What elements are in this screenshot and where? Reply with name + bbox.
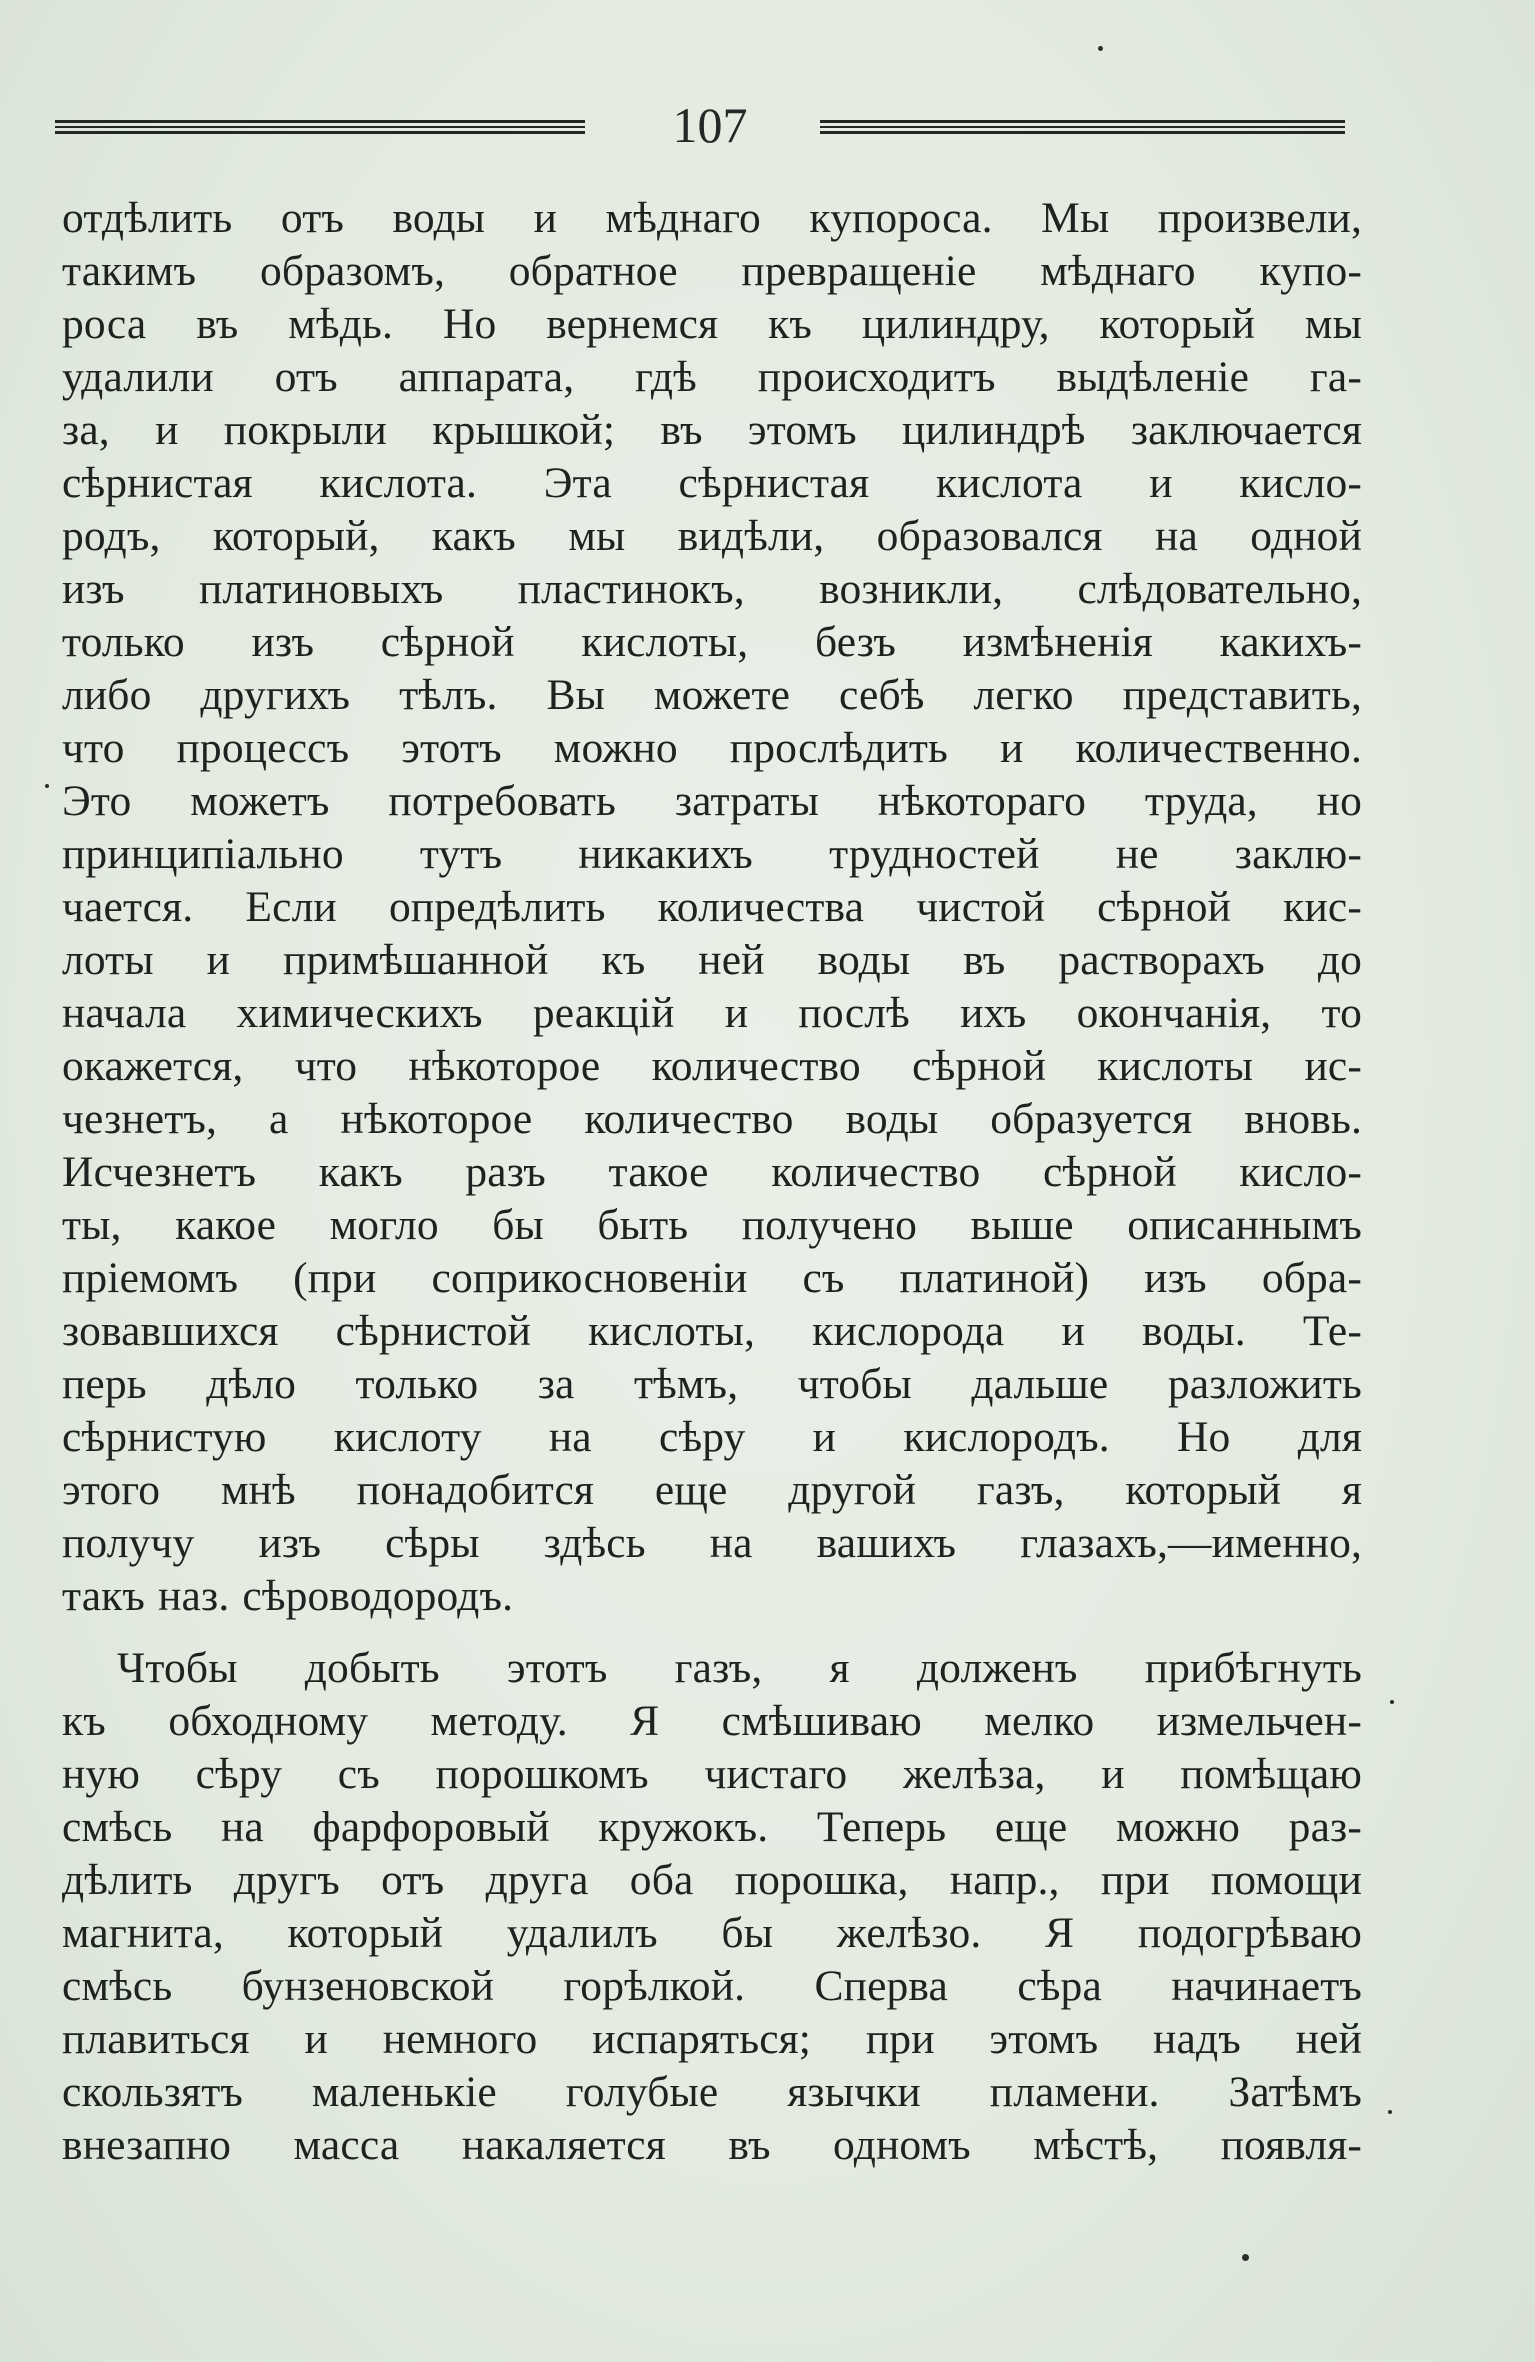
paragraph: [62, 192, 1362, 1623]
text-line: смѣсь бунзеновской горѣлкой. Сперва сѣра начинаетъ: [62, 1962, 1362, 2010]
text-line: за, и покрыли крышкой; въ этомъ цилиндрѣ заключается: [62, 406, 1362, 454]
text-line: лоты и примѣшанной къ ней воды въ растворахъ до: [62, 936, 1362, 984]
page-number: 107: [672, 97, 748, 153]
text-line: начала химическихъ реакцій и послѣ ихъ окончанія, то: [62, 989, 1362, 1037]
text-line: пріемомъ (при соприкосновеніи съ платиной) изъ обра-: [62, 1254, 1362, 1302]
text-line: перь дѣло только за тѣмъ, чтобы дальше разложить: [62, 1360, 1362, 1408]
text-line: внезапно масса накаляется въ одномъ мѣстѣ, появля-: [62, 2121, 1362, 2169]
text-line: родъ, который, какъ мы видѣли, образовался на одной: [62, 512, 1362, 560]
text-line: скользятъ маленькіе голубые язычки пламени. Затѣмъ: [62, 2068, 1362, 2116]
text-line: къ обходному методу. Я смѣшиваю мелко измельчен-: [62, 1697, 1362, 1745]
text-line: этого мнѣ понадобится еще другой газъ, который я: [62, 1466, 1362, 1514]
text-line: получу изъ сѣры здѣсь на вашихъ глазахъ,—именно,: [62, 1519, 1362, 1567]
print-speck: [1388, 2110, 1392, 2114]
print-speck: [45, 784, 49, 788]
header-rule-right: [820, 120, 1345, 134]
page-header: [55, 95, 1345, 155]
text-line: плавиться и немного испаряться; при этомъ надъ ней: [62, 2015, 1362, 2063]
text-line: смѣсь на фарфоровый кружокъ. Теперь еще можно раз-: [62, 1803, 1362, 1851]
text-line: такимъ образомъ, обратное превращеніе мѣднаго купо-: [62, 247, 1362, 295]
text-line: удалили отъ аппарата, гдѣ происходитъ выдѣленіе га-: [62, 353, 1362, 401]
text-line: чается. Если опредѣлить количества чистой сѣрной кис-: [62, 883, 1362, 931]
text-line: ты, какое могло бы быть получено выше описаннымъ: [62, 1201, 1362, 1249]
text-line: принципіально тутъ никакихъ трудностей не заклю-: [62, 830, 1362, 878]
text-line: отдѣлить отъ воды и мѣднаго купороса. Мы произвели,: [62, 194, 1362, 242]
header-rule-left: [55, 120, 585, 134]
text-line: зовавшихся сѣрнистой кислоты, кислорода и воды. Те-: [62, 1307, 1362, 1355]
text-line: сѣрнистую кислоту на сѣру и кислородъ. Но для: [62, 1413, 1362, 1461]
text-line: только изъ сѣрной кислоты, безъ измѣненія какихъ-: [62, 618, 1362, 666]
text-line: такъ наз. сѣроводородъ.: [62, 1572, 514, 1620]
text-line: окажется, что нѣкоторое количество сѣрной кислоты ис-: [62, 1042, 1362, 1090]
text-line: Чтобы добыть этотъ газъ, я долженъ прибѣгнуть: [117, 1644, 1362, 1692]
text-line: Это можетъ потребовать затраты нѣкотораго труда, но: [62, 777, 1362, 825]
body-text: [62, 192, 1362, 2172]
text-line: чезнетъ, а нѣкоторое количество воды образуется вновь.: [62, 1095, 1362, 1143]
text-line: сѣрнистая кислота. Эта сѣрнистая кислота и кисло-: [62, 459, 1362, 507]
text-line: роса въ мѣдь. Но вернемся къ цилиндру, который мы: [62, 300, 1362, 348]
text-line: дѣлить другъ отъ друга оба порошка, напр., при помощи: [62, 1856, 1362, 1904]
print-speck: [1242, 2254, 1249, 2261]
text-line: что процессъ этотъ можно прослѣдить и количественно.: [62, 724, 1362, 772]
text-line: либо другихъ тѣлъ. Вы можете себѣ легко представить,: [62, 671, 1362, 719]
print-speck: [1098, 46, 1103, 51]
text-line: магнита, который удалилъ бы желѣзо. Я подогрѣваю: [62, 1909, 1362, 1957]
text-line: ную сѣру съ порошкомъ чистаго желѣза, и помѣщаю: [62, 1750, 1362, 1798]
print-speck: [1390, 1700, 1394, 1704]
paragraph: [62, 1642, 1362, 2172]
text-line: Исчезнетъ какъ разъ такое количество сѣрной кисло-: [62, 1148, 1362, 1196]
text-line: изъ платиновыхъ пластинокъ, возникли, слѣдовательно,: [62, 565, 1362, 613]
